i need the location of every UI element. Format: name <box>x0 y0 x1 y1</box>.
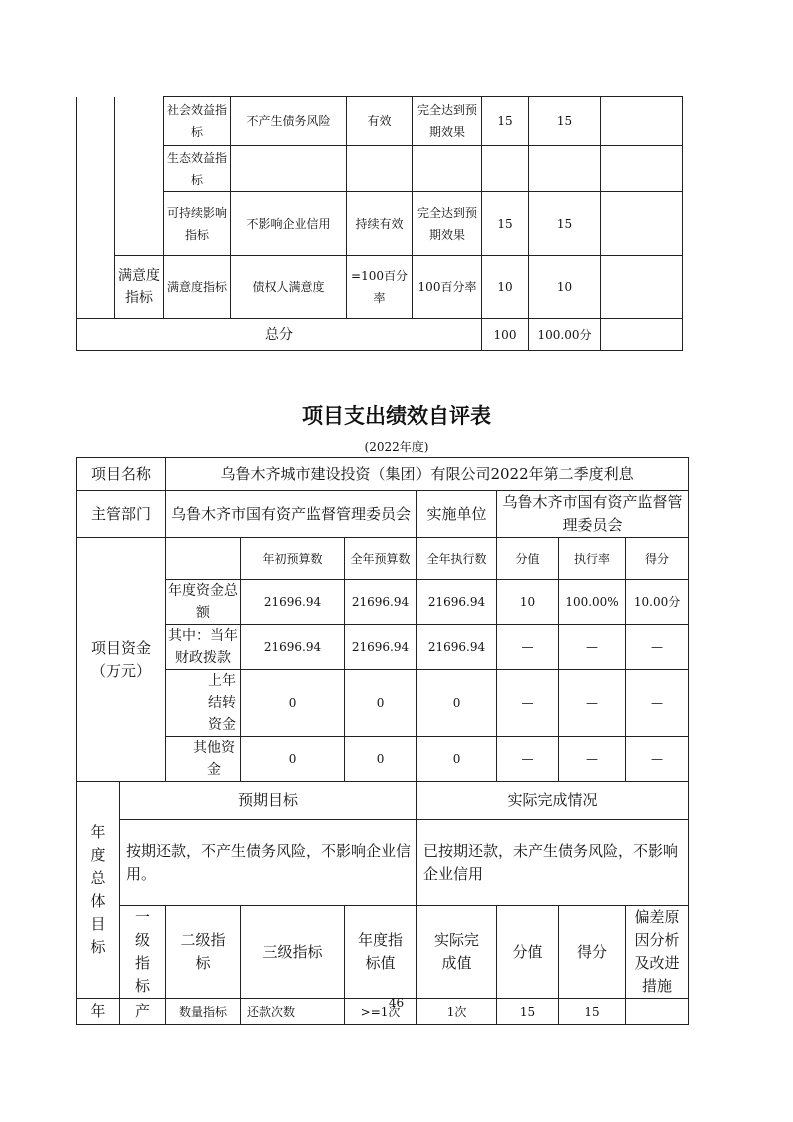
total-score: 100.00分 <box>529 319 601 351</box>
score: 15 <box>529 97 601 146</box>
row-label: 年度资金总额 <box>166 580 241 625</box>
actual-value: 完全达到预期效果 <box>413 192 482 256</box>
actual-result: 已按期还款，未产生债务风险，不影响企业信用 <box>417 820 689 906</box>
evaluation-table <box>76 457 689 1025</box>
cell-value: — <box>497 670 559 737</box>
column-header: 执行率 <box>559 538 626 580</box>
level3-indicator <box>231 146 347 192</box>
column-header: 年初预算数 <box>241 538 345 580</box>
top-indicator-table <box>76 96 683 351</box>
cell-value: 21696.94 <box>417 580 497 625</box>
actual-value: 1次 <box>417 999 497 1025</box>
table-row <box>77 256 683 319</box>
score-value: 15 <box>482 192 529 256</box>
target-value: >=1次 <box>345 999 417 1025</box>
cell-value: 100.00% <box>559 580 626 625</box>
cell-value: — <box>559 737 626 782</box>
cell-value: — <box>626 625 689 670</box>
note <box>601 97 683 146</box>
column-header: 分值 <box>497 906 559 999</box>
column-header: 一级指标 <box>120 906 166 999</box>
score <box>529 146 601 192</box>
column-header: 全年执行数 <box>417 538 497 580</box>
cell-value: — <box>626 670 689 737</box>
cell-value: — <box>497 625 559 670</box>
page-number: 46 <box>388 996 405 1010</box>
cell-value: 0 <box>417 670 497 737</box>
column-header: 得分 <box>626 538 689 580</box>
cell-value: — <box>497 737 559 782</box>
column-header: 年度指标值 <box>345 906 417 999</box>
column-header: 偏差原因分析及改进措施 <box>626 906 689 999</box>
project-name-row <box>77 458 689 491</box>
score-value: 15 <box>482 97 529 146</box>
cell-value: — <box>559 670 626 737</box>
column-header: 分值 <box>497 538 559 580</box>
expected-goal-label: 预期目标 <box>120 782 417 820</box>
blank-cell <box>601 319 683 351</box>
actual-result-label: 实际完成情况 <box>417 782 689 820</box>
table-row <box>77 97 683 146</box>
cell-value: 0 <box>345 670 417 737</box>
level2-indicator: 满意度指标 <box>164 256 231 319</box>
level3-indicator: 还款次数 <box>241 999 345 1025</box>
row-label: 其他资金 <box>166 737 241 782</box>
table-row <box>77 737 689 782</box>
note <box>601 256 683 319</box>
cell-value: 21696.94 <box>345 580 417 625</box>
row-label: 上年结转资金 <box>166 670 241 737</box>
target-value: =100百分率 <box>347 256 413 319</box>
table-row <box>77 625 689 670</box>
funds-label: 项目资金（万元） <box>77 538 166 782</box>
target-value: 有效 <box>347 97 413 146</box>
total-row <box>77 319 683 351</box>
expected-goal: 按期还款，不产生债务风险，不影响企业信用。 <box>120 820 417 906</box>
unit-name: 乌鲁木齐市国有资产监督管理委员会 <box>497 491 689 538</box>
level3-indicator: 债权人满意度 <box>231 256 347 319</box>
table-row <box>77 192 683 256</box>
total-label: 总分 <box>77 319 482 351</box>
cell-value: 10 <box>497 580 559 625</box>
cell-value: 21696.94 <box>241 625 345 670</box>
level1-indicator: 产 <box>120 999 166 1025</box>
cell-value: 21696.94 <box>417 625 497 670</box>
goals-header-row <box>77 782 689 820</box>
target-value <box>347 146 413 192</box>
table-row <box>77 146 683 192</box>
cell-value: 10.00分 <box>626 580 689 625</box>
actual-value: 完全达到预期效果 <box>413 97 482 146</box>
goals-label: 年度总体目标 <box>77 782 120 999</box>
note <box>601 192 683 256</box>
blank-cell <box>115 97 164 256</box>
actual-value: 100百分率 <box>413 256 482 319</box>
cell-value: 0 <box>417 737 497 782</box>
level2-indicator: 数量指标 <box>166 999 241 1025</box>
level2-indicator: 社会效益指标 <box>164 97 231 146</box>
actual-value <box>413 146 482 192</box>
column-header: 实际完成值 <box>417 906 497 999</box>
blank-cell <box>77 97 115 319</box>
dept-name: 乌鲁木齐市国有资产监督管理委员会 <box>166 491 417 538</box>
dept-label: 主管部门 <box>77 491 166 538</box>
note <box>601 146 683 192</box>
level3-indicator: 不产生债务风险 <box>231 97 347 146</box>
score: 15 <box>559 999 626 1025</box>
cell-value: — <box>626 737 689 782</box>
score-value: 15 <box>497 999 559 1025</box>
cell-value: 0 <box>241 670 345 737</box>
total-value: 100 <box>482 319 529 351</box>
table-row <box>77 580 689 625</box>
column-header: 二级指标 <box>166 906 241 999</box>
blank-cell <box>166 538 241 580</box>
column-header: 得分 <box>559 906 626 999</box>
page-title: 项目支出绩效自评表 <box>302 404 491 428</box>
level1-indicator: 满意度指标 <box>115 256 164 319</box>
level3-indicator: 不影响企业信用 <box>231 192 347 256</box>
level2-indicator: 生态效益指标 <box>164 146 231 192</box>
project-name: 乌鲁木齐城市建设投资（集团）有限公司2022年第二季度利息 <box>166 458 689 491</box>
indicator-header-row <box>77 906 689 999</box>
column-header: 三级指标 <box>241 906 345 999</box>
row-label: 其中：当年财政拨款 <box>166 625 241 670</box>
cell-value: — <box>559 625 626 670</box>
project-name-label: 项目名称 <box>77 458 166 491</box>
cell-value: 0 <box>241 737 345 782</box>
score: 15 <box>529 192 601 256</box>
funds-header-row <box>77 538 689 580</box>
cell-value: 21696.94 <box>345 625 417 670</box>
target-value: 持续有效 <box>347 192 413 256</box>
table-row <box>77 670 689 737</box>
score-value: 10 <box>482 256 529 319</box>
score-value <box>482 146 529 192</box>
year-subtitle: (2022年度) <box>364 440 429 454</box>
row-label: 年 <box>77 999 120 1025</box>
cell-value: 21696.94 <box>241 580 345 625</box>
score: 10 <box>529 256 601 319</box>
column-header: 全年预算数 <box>345 538 417 580</box>
goals-row <box>77 820 689 906</box>
dept-row <box>77 491 689 538</box>
unit-label: 实施单位 <box>417 491 497 538</box>
level2-indicator: 可持续影响指标 <box>164 192 231 256</box>
cell-value: 0 <box>345 737 417 782</box>
